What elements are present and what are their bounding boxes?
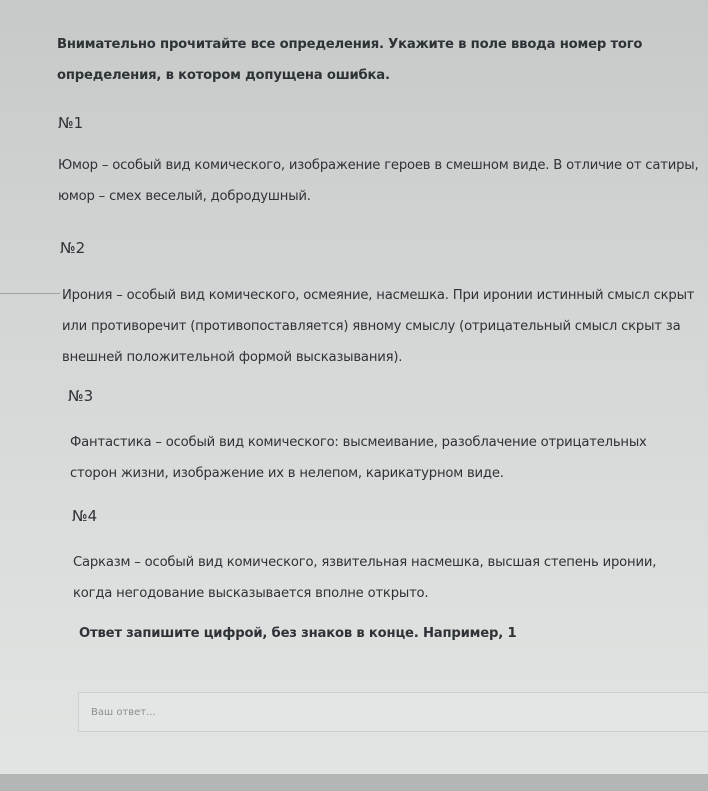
definition-number-1: №1 (58, 114, 84, 132)
definition-text-4: Сарказм – особый вид комического, язвительная насмешка, высшая степень иронии, когда негодование высказывается вполне открыто. (73, 555, 657, 601)
instruction-text: Внимательно прочитайте все определения. Укажите в поле ввода номер того определения, в котором допущена ошибка. (57, 37, 643, 83)
answer-hint: Ответ запишите цифрой, без знаков в конце. Например, 1 (79, 626, 517, 641)
definition-text-1: Юмор – особый вид комического, изображение героев в смешном виде. В отличие от сатиры, юмор – смех веселый, добродушный. (58, 158, 699, 204)
answer-input[interactable] (78, 692, 708, 732)
definition-number-2: №2 (60, 239, 86, 257)
definition-text-2: Ирония – особый вид комического, осмеяние, насмешка. При иронии истинный смысл скрыт или противоречит (противопоставляется) явному смыслу (отрицательный смысл скрыт за внешней положительной формой высказывания). (62, 288, 695, 365)
definition-number-4: №4 (72, 507, 98, 525)
definition-text-3: Фантастика – особый вид комического: высмеивание, разоблачение отрицательных сторон жизни, изображение их в нелепом, карикатурном виде. (70, 435, 647, 481)
screen-bottom-bar (0, 774, 708, 791)
divider (0, 293, 60, 294)
definition-number-3: №3 (68, 387, 94, 405)
